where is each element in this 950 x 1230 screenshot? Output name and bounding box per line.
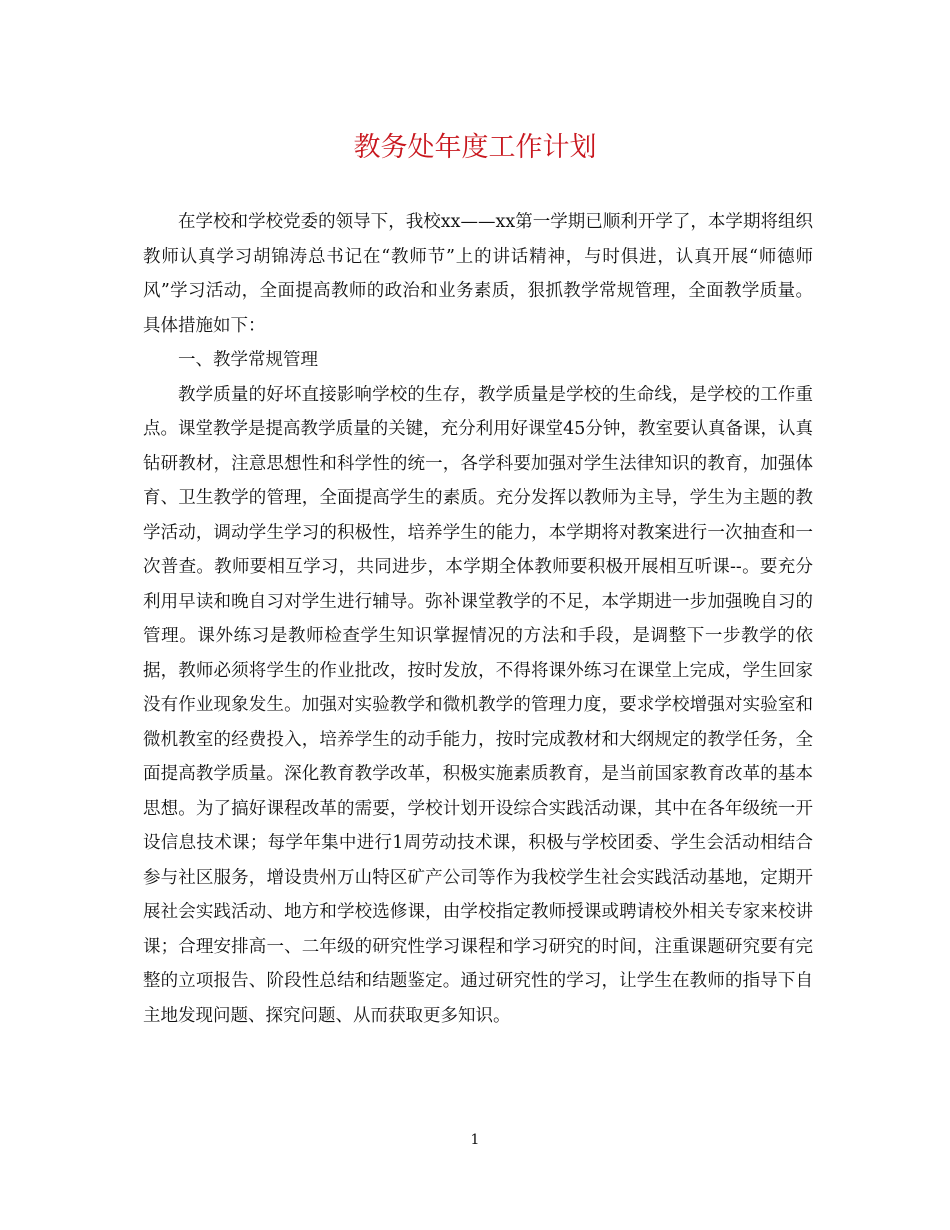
intro-paragraph: 在学校和学校党委的领导下，我校xx——xx第一学期已顺利开学了，本学期将组织教师认真学习胡锦涛总书记在“教师节”上的讲话精神，与时俱进，认真开展“师德师风”学习活动，全面提高教师的政治和业务素质，狠抓教学常规管理，全面教学质量。具体措施如下： bbox=[143, 212, 813, 336]
document-body bbox=[143, 205, 813, 1033]
page-number: 1 bbox=[470, 1132, 480, 1148]
section-heading: 一、教学常规管理 bbox=[178, 350, 318, 370]
body-paragraph: 教学质量的好坏直接影响学校的生存，教学质量是学校的生命线，是学校的工作重点。课堂教学是提高教学质量的关键，充分利用好课堂45分钟，教室要认真备课，认真钻研教材，注意思想性和科学性的统一，各学科要加强对学生法律知识的教育，加强体育、卫生教学的管理，全面提高学生的素质。充分发挥以教师为主导，学生为主题的教学活动，调动学生学习的积极性，培养学生的能力，本学期将对教案进行一次抽查和一次普查。教师要相互学习，共同进步，本学期全体教师要积极开展相互听课--。要充分利用早读和晚自习对学生进行辅导。弥补课堂教学的不足，本学期进一步加强晚自习的管理。课外练习是教师检查学生知识掌握情况的方法和手段，是调整下一步教学的依据，教师必须将学生的作业批改，按时发放，不得将课外练习在课堂上完成，学生回家没有作业现象发生。加强对实验教学和微机教学的管理力度，要求学校增强对实验室和微机教室的经费投入，培养学生的动手能力，按时完成教材和大纲规定的教学任务，全面提高教学质量。深化教育教学改革，积极实施素质教育，是当前国家教育改革的基本思想。为了搞好课程改革的需要，学校计划开设综合实践活动课，其中在各年级统一开设信息技术课；每学年集中进行1周劳动技术课，积极与学校团委、学生会活动相结合参与社区服务，增设贵州万山特区矿产公司等作为我校学生社会实践活动基地，定期开展社会实践活动、地方和学校选修课，由学校指定教师授课或聘请校外相关专家来校讲课；合理安排高一、二年级的研究性学习课程和学习研究的时间，注重课题研究要有完整的立项报告、阶段性总结和结题鉴定。通过研究性的学习，让学生在教师的指导下自主地发现问题、探究问题、从而获取更多知识。 bbox=[143, 384, 813, 1026]
document-title: 教务处年度工作计划 bbox=[353, 132, 597, 163]
